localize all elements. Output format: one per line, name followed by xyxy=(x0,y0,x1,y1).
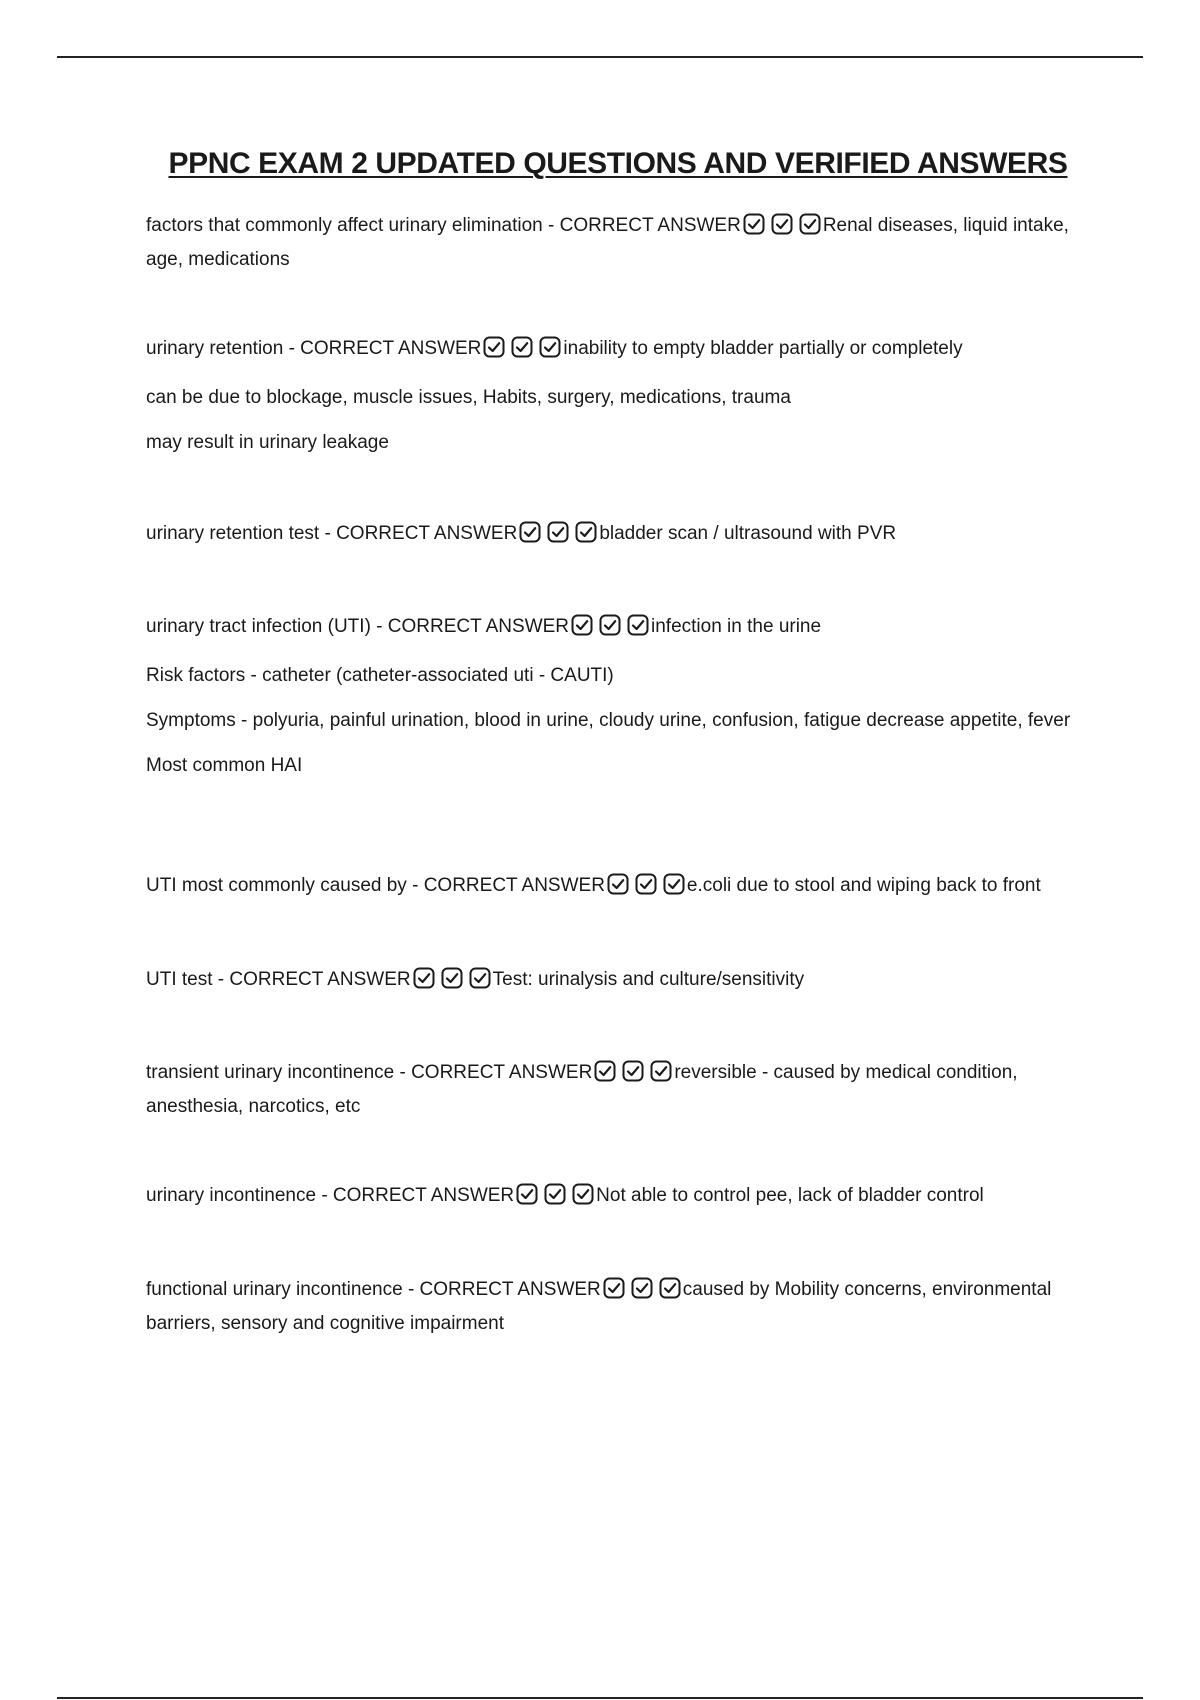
check-box-icon xyxy=(516,1183,538,1205)
correct-answer-label: - CORRECT ANSWER xyxy=(212,969,411,990)
check-marks xyxy=(594,1060,673,1092)
qa-question-line xyxy=(146,965,1106,999)
check-box-icon xyxy=(799,213,821,235)
qa-term: urinary incontinence xyxy=(146,1185,317,1206)
qa-term: UTI test xyxy=(146,969,213,990)
header-rule xyxy=(57,56,1143,58)
check-box-icon xyxy=(743,213,765,235)
check-box-icon xyxy=(663,873,685,895)
correct-answer-label: - CORRECT ANSWER xyxy=(542,215,741,236)
qa-term: UTI most commonly caused by xyxy=(146,875,407,896)
check-box-icon xyxy=(547,521,569,543)
check-box-icon xyxy=(603,1277,625,1299)
check-box-icon xyxy=(659,1277,681,1299)
check-box-icon xyxy=(539,336,561,358)
qa-extra-line: may result in urinary leakage xyxy=(146,432,389,453)
check-marks xyxy=(519,521,598,553)
check-marks xyxy=(413,967,492,999)
correct-answer-label: - CORRECT ANSWER xyxy=(402,1279,601,1300)
qa-question-line xyxy=(146,1058,1106,1122)
check-box-icon xyxy=(413,967,435,989)
qa-term: factors that commonly affect urinary elimination xyxy=(146,215,543,236)
correct-answer-label: - CORRECT ANSWER xyxy=(316,1185,515,1206)
qa-term: urinary retention xyxy=(146,338,284,359)
check-marks xyxy=(603,1277,682,1309)
check-box-icon xyxy=(571,614,593,636)
qa-answer: reversible - caused by medical condition, anesthesia, narcotics, etc xyxy=(146,1062,1018,1117)
qa-question-line xyxy=(146,334,1106,368)
qa-entry xyxy=(146,871,1106,905)
check-box-icon xyxy=(575,521,597,543)
qa-term: urinary tract infection (UTI) xyxy=(146,616,371,637)
check-box-icon xyxy=(594,1060,616,1082)
check-marks xyxy=(607,873,686,905)
qa-term: functional urinary incontinence xyxy=(146,1279,403,1300)
qa-answer: Test: urinalysis and culture/sensitivity xyxy=(492,969,805,990)
qa-question-line xyxy=(146,1275,1106,1339)
check-marks xyxy=(483,336,562,368)
qa-answer: infection in the urine xyxy=(651,616,822,637)
qa-entry xyxy=(146,1058,1106,1122)
check-box-icon xyxy=(631,1277,653,1299)
check-marks xyxy=(743,213,822,245)
check-box-icon xyxy=(622,1060,644,1082)
qa-answer: Not able to control pee, lack of bladder control xyxy=(596,1185,984,1206)
correct-answer-label: - CORRECT ANSWER xyxy=(394,1062,593,1083)
check-box-icon xyxy=(511,336,533,358)
qa-question-line xyxy=(146,211,1106,275)
qa-answer: Renal diseases, liquid intake, age, medications xyxy=(146,215,1069,270)
qa-entry xyxy=(146,1275,1106,1339)
check-box-icon xyxy=(441,967,463,989)
check-box-icon xyxy=(599,614,621,636)
page-title: PPNC EXAM 2 UPDATED QUESTIONS AND VERIFIED ANSWERS xyxy=(168,147,1068,180)
qa-entry xyxy=(146,1181,1106,1215)
qa-answer: caused by Mobility concerns, environmental barriers, sensory and cognitive impairment xyxy=(146,1279,1052,1334)
qa-question-line xyxy=(146,519,1106,553)
check-box-icon xyxy=(635,873,657,895)
qa-question-line xyxy=(146,871,1106,905)
qa-entry xyxy=(146,334,1106,458)
qa-entry xyxy=(146,965,1106,999)
qa-entry xyxy=(146,612,1106,781)
qa-term: urinary retention test xyxy=(146,523,320,544)
qa-extra-line: Risk factors - catheter (catheter-associated uti - CAUTI) xyxy=(146,665,614,686)
footer-rule xyxy=(57,1697,1143,1699)
qa-question-line xyxy=(146,1181,1106,1215)
check-box-icon xyxy=(519,521,541,543)
qa-extra-line: can be due to blockage, muscle issues, Habits, surgery, medications, trauma xyxy=(146,387,791,408)
check-marks xyxy=(516,1183,595,1215)
qa-answer: e.coli due to stool and wiping back to front xyxy=(686,875,1041,896)
check-box-icon xyxy=(572,1183,594,1205)
correct-answer-label: - CORRECT ANSWER xyxy=(283,338,482,359)
qa-entry xyxy=(146,519,1106,553)
qa-answer: inability to empty bladder partially or completely xyxy=(563,338,963,359)
check-box-icon xyxy=(469,967,491,989)
correct-answer-label: - CORRECT ANSWER xyxy=(370,616,570,637)
check-box-icon xyxy=(483,336,505,358)
qa-extra-line: Most common HAI xyxy=(146,755,303,776)
check-marks xyxy=(571,614,650,646)
qa-entry xyxy=(146,211,1106,275)
qa-answer: bladder scan / ultrasound with PVR xyxy=(599,523,897,544)
check-box-icon xyxy=(544,1183,566,1205)
check-box-icon xyxy=(650,1060,672,1082)
correct-answer-label: - CORRECT ANSWER xyxy=(319,523,518,544)
qa-extra-line: Symptoms - polyuria, painful urination, blood in urine, cloudy urine, confusion, fatigue decrease appetite, fever xyxy=(146,710,1071,731)
qa-term: transient urinary incontinence xyxy=(146,1062,395,1083)
check-box-icon xyxy=(771,213,793,235)
check-box-icon xyxy=(607,873,629,895)
check-box-icon xyxy=(627,614,649,636)
correct-answer-label: - CORRECT ANSWER xyxy=(406,875,605,896)
qa-question-line xyxy=(146,612,1106,646)
